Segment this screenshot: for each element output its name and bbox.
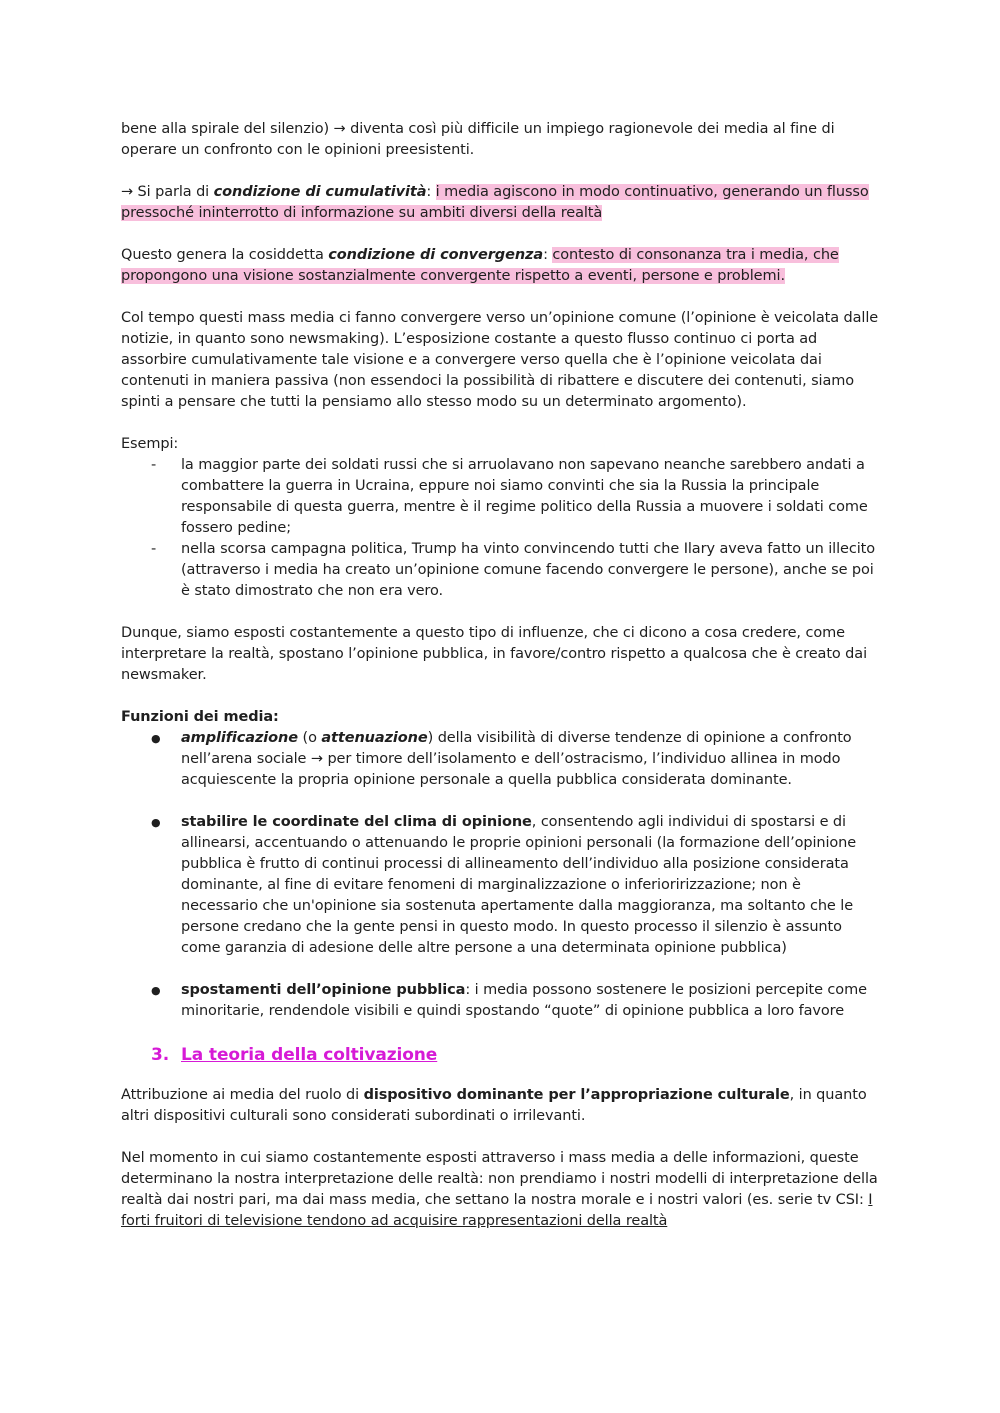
term-amplification: amplificazione [181, 730, 299, 746]
list-item: ● spostamenti dell’opinione pubblica: i media possono sostenere le posizioni percepite come minoritarie, rendendole visibili e quindi spostando “quote” di opinione pubblica a loro favore [151, 982, 867, 1019]
examples-list [121, 455, 881, 602]
paragraph-prefix: Questo genera la cosiddetta [121, 247, 329, 263]
bullet-marker: ● [151, 984, 161, 997]
paragraph-common-opinion: Col tempo questi mass media ci fanno convergere verso un’opinione comune (l’opinione è veicolata dalle notizie, in quanto sono newsmaking). L’esposizione costante a questo flusso continuo ci porta ad assorbire cumulativamente tale visione e a convergere verso quella che è l’opinione veicolata dai contenuti in maniera passiva (non essendoci la possibilità di ribattere e discutere dei contenuti, siamo spinti a pensare che tutti la pensiamo allo stesso modo su un determinato argomento). [121, 310, 879, 410]
functions-title: Funzioni dei media: [121, 709, 279, 725]
highlighted-definition: contesto di consonanza tra i media, che propongono una visione sostanzialmente convergente rispetto a eventi, persone e problemi. [121, 247, 839, 284]
section-title: La teoria della coltivazione [181, 1045, 438, 1065]
term-cumulativity: condizione di cumulatività [213, 184, 427, 200]
colon: : [426, 184, 436, 200]
term-coordinates: stabilire le coordinate del clima di opinione [181, 814, 532, 830]
list-item: - la maggior parte dei soldati russi che si arruolavano non sapevano neanche sarebbero andati a combattere la guerra in Ucraina, eppure noi siamo convinti che sia la Russia la principale responsabile di questa guerra, mentre è il regime politico della Russia a muovere i soldati come fossero pedine; [151, 457, 868, 536]
highlighted-definition: i media agiscono in modo continuativo, generando un flusso pressoché ininterrotto di informazione su ambiti diversi della realtà [121, 184, 869, 221]
paragraph-influences: Dunque, siamo esposti costantemente a questo tipo di influenze, che ci dicono a cosa credere, come interpretare la realtà, spostano l’opinione pubblica, in favore/contro rispetto a qualcosa che è creato dai newsmaker. [121, 625, 868, 683]
functions-list [121, 728, 881, 1022]
paragraph-cumulativity [121, 182, 881, 224]
dash-marker: - [151, 457, 157, 473]
bullet-marker: ● [151, 816, 161, 829]
colon: : [543, 247, 553, 263]
list-spacer [121, 959, 881, 980]
dash-marker: - [151, 541, 157, 557]
term-convergence: condizione di convergenza [328, 247, 544, 263]
document-body [121, 119, 881, 1232]
paragraph-convergence [121, 245, 881, 287]
section-number: 3. [151, 1045, 170, 1065]
paragraph-exposure: Nel momento in cui siamo costantemente esposti attraverso i mass media a delle informazioni, queste determinano la nostra interpretazione delle realtà: non prendiamo i nostri modelli di interpretazione della realtà dai nostri pari, ma dai mass media, che settano la nostra morale e i nostri valori (es. serie tv CSI: I forti fruitori di televisione tendono ad acquisire rappresentazioni della realtà [121, 1150, 878, 1229]
bold-phrase: dispositivo dominante per l’appropriazione culturale [363, 1087, 790, 1103]
list-spacer [121, 791, 881, 812]
list-item: - nella scorsa campagna politica, Trump ha vinto convincendo tutti che Ilary aveva fatto un illecito (attraverso i media ha creato un’opinione comune facendo convergere le persone), anche se poi è stato dimostrato che non era vero. [151, 541, 875, 599]
paragraph-attribution: Attribuzione ai media del ruolo di dispositivo dominante per l’appropriazione culturale, in quanto altri dispositivi culturali sono considerati subordinati o irrilevanti. [121, 1087, 867, 1124]
paragraph-prefix: → Si parla di [121, 184, 214, 200]
section-heading-cultivation [121, 1043, 881, 1067]
list-item: ● stabilire le coordinate del clima di opinione, consentendo agli individui di spostarsi e di allinearsi, accentuando o attenuando le proprie opinioni personali (la formazione dell’opinione pubblica è frutto di continui processi di allineamento dell’individuo alla posizione considerata dominante, al fine di evitare fenomeni di marginalizzazione o inferioririzzazione; non è necessario che un'opinione sia sostenuta apertamente dalla maggioranza, ma soltanto che le persone credano che la gente pensi in questo modo. In questo processo il silenzio è assunto come garanzia di adesione delle altre persone a una determinata opinione pubblica) [151, 814, 857, 956]
examples-label: Esempi: [121, 436, 179, 452]
term-attenuation: attenuazione [321, 730, 428, 746]
underlined-phrase: I forti fruitori di televisione tendono ad acquisire rappresentazioni della realtà [121, 1192, 873, 1229]
bullet-marker: ● [151, 732, 161, 745]
term-shifts: spostamenti dell’opinione pubblica [181, 982, 466, 998]
list-item: ● amplificazione (o attenuazione) della visibilità di diverse tendenze di opinione a confronto nell’arena sociale → per timore dell’isolamento e dell’ostracismo, l’individuo allinea in modo acquiescente la propria opinione personale a quella pubblica considerata dominante. [151, 730, 852, 788]
paragraph-spiral: bene alla spirale del silenzio) → diventa così più difficile un impiego ragionevole dei media al fine di operare un confronto con le opinioni preesistenti. [121, 121, 835, 158]
